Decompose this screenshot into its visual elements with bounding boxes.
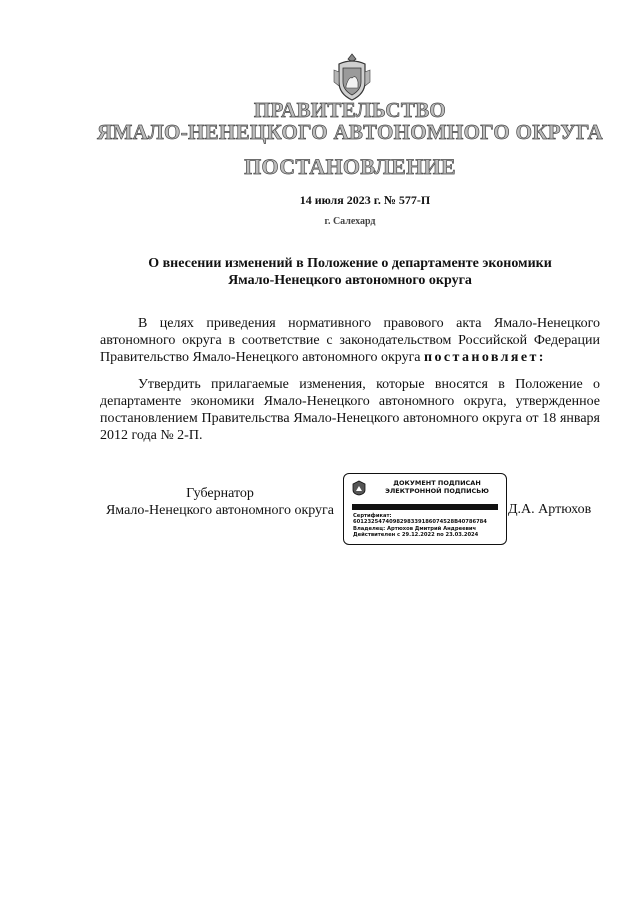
- resolution-text: Утвердить прилагаемые изменения, которые вносятся в Положение о департаменте экономики Ямало-Ненецкого автономного округа, утвержденное постановлением Правительства Ямало-Ненецкого автономного округа от 18 января 2012 года № 2-П.: [100, 377, 600, 443]
- signatory-position: [100, 485, 340, 519]
- stamp-validity: Действителен с 29.12.2022 по 23.03.2024: [353, 532, 479, 539]
- stamp-certificate-bar: [352, 504, 498, 510]
- stamp-owner: Владелец: Артюхов Дмитрий Андреевич: [353, 525, 477, 532]
- region-title: ЯМАЛО-НЕНЕЦКОГО АВТОНОМНОГО ОКРУГА: [97, 120, 603, 144]
- government-title: ПРАВИТЕЛЬСТВО: [253, 98, 447, 122]
- stamp-title-line-1: ДОКУМЕНТ ПОДПИСАН: [393, 479, 481, 487]
- signatory-position-line-2: Ямало-Ненецкого автономного округа: [105, 503, 335, 518]
- resolves-keyword: постановляет:: [424, 350, 546, 365]
- stamp-title: [372, 479, 502, 495]
- stamp-emblem-icon: [352, 480, 366, 496]
- paragraph-preamble: [100, 315, 600, 366]
- subject-line-2: Ямало-Ненецкого автономного округа: [228, 273, 472, 288]
- document-city: г. Салехард: [324, 216, 376, 227]
- stamp-cert-number: 6012325474098298339186074528B40786784: [353, 519, 487, 526]
- stamp-certificate-details: [353, 513, 487, 539]
- document-date-number: 14 июля 2023 г. № 577-П: [299, 193, 431, 207]
- signatory-position-line-1: Губернатор: [186, 486, 254, 501]
- stamp-cert-label: Сертификат:: [353, 513, 392, 519]
- electronic-signature-stamp: [343, 473, 507, 545]
- document-subject: [100, 255, 600, 289]
- subject-line-1: О внесении изменений в Положение о департаменте экономики: [148, 256, 552, 271]
- coat-of-arms-emblem: [330, 52, 374, 102]
- stamp-title-line-2: ЭЛЕКТРОННОЙ ПОДПИСЬЮ: [385, 487, 489, 495]
- signatory-name: Д.А. Артюхов: [508, 502, 592, 517]
- paragraph-resolution: [100, 376, 600, 444]
- preamble-text: В целях приведения нормативного правового акта Ямало-Ненецкого автономного округа в соответствие с законодательством Российской Федерации Правительство Ямало-Ненецкого автономного округа: [100, 316, 600, 365]
- document-type-title: ПОСТАНОВЛЕНИЕ: [244, 154, 456, 179]
